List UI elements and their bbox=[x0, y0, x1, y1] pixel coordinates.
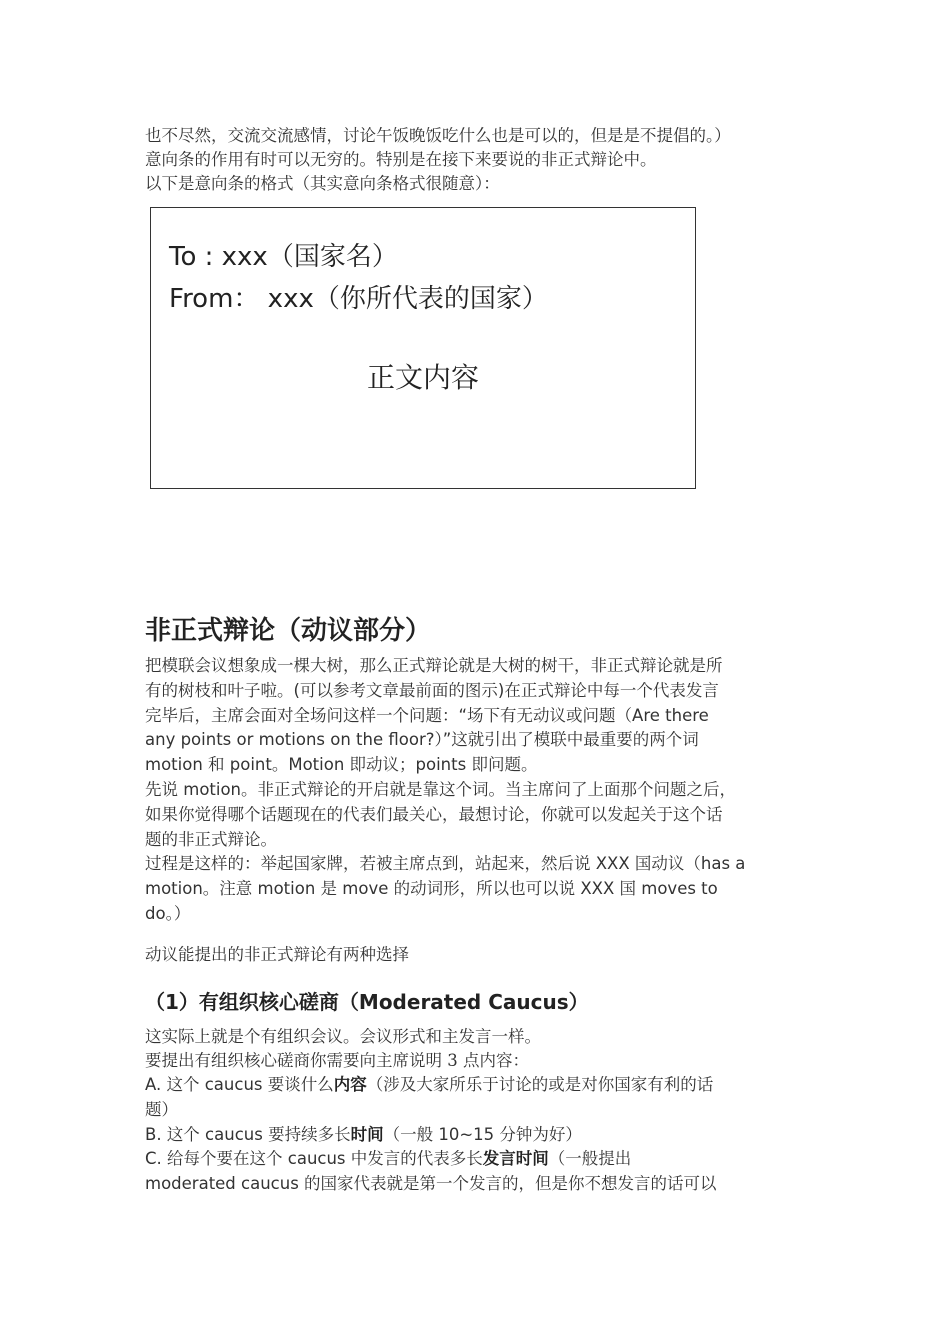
item-b-bold: 时间 bbox=[350, 1124, 384, 1144]
figure-from-line: From： xxx（你所代表的国家） bbox=[169, 284, 548, 314]
paragraph-line: any points or motions on the floor?）”这就引出了模联中最重要的两个词 bbox=[145, 730, 699, 750]
intro-paragraph bbox=[145, 124, 815, 196]
item-c-text-post: （一般提出 bbox=[548, 1149, 632, 1169]
paragraph-line: 完毕后，主席会面对全场问这样一个问题：“场下有无动议或问题（Are there bbox=[145, 705, 709, 725]
item-a-text-post: （涉及大家所乐于讨论的或是对你国家有利的话 bbox=[366, 1075, 714, 1094]
paragraph-line: moderated caucus 的国家代表就是第一个发言的，但是你不想发言的话可以 bbox=[145, 1174, 717, 1194]
options-intro bbox=[145, 943, 815, 967]
paragraph-line: 有的树枝和叶子啦。(可以参考文章最前面的图示)在正式辩论中每一个代表发言 bbox=[145, 680, 719, 700]
paragraph-line: 动议能提出的非正式辩论有两种选择 bbox=[145, 945, 409, 964]
intro-line: 以下是意向条的格式（其实意向条格式很随意）： bbox=[145, 174, 500, 193]
figure-body-text: 正文内容 bbox=[366, 361, 479, 394]
paragraph-line: 要提出有组织核心磋商你需要向主席说明 3 点内容： bbox=[145, 1051, 529, 1070]
intro-line: 也不尽然，交流交流感情，讨论午饭晚饭吃什么也是可以的，但是是不提倡的。） bbox=[145, 126, 731, 145]
paragraph-line: 先说 motion。非正式辩论的开启就是靠这个词。当主席问了上面那个问题之后， bbox=[145, 779, 737, 799]
item-c-bold: 发言时间 bbox=[482, 1149, 549, 1169]
section-heading: 非正式辩论（动议部分） bbox=[145, 616, 432, 646]
paragraph-line: 这实际上就是个有组织会议。会议形式和主发言一样。 bbox=[145, 1027, 541, 1046]
subsection-heading: （1）有组织核心磋商（Moderated Caucus） bbox=[145, 990, 589, 1014]
item-c-text: C. 给每个要在这个 caucus 中发言的代表多长 bbox=[145, 1149, 483, 1169]
list-item-a bbox=[145, 1073, 815, 1098]
item-b-text: B. 这个 caucus 要持续多长 bbox=[145, 1124, 351, 1144]
paragraph-line: motion 和 point。Motion 即动议；points 即问题。 bbox=[145, 755, 538, 775]
paragraph-line: 如果你觉得哪个话题现在的代表们最关心，最想讨论，你就可以发起关于这个话 bbox=[145, 804, 723, 824]
item-a-text: A. 这个 caucus 要谈什么 bbox=[145, 1075, 334, 1094]
paragraph-line: do。） bbox=[145, 903, 191, 923]
paragraph-line: 过程是这样的：举起国家牌，若被主席点到，站起来，然后说 XXX 国动议（has a bbox=[145, 854, 746, 874]
subsection-paragraph bbox=[145, 1025, 815, 1197]
item-a-bold: 内容 bbox=[333, 1075, 367, 1094]
list-item-c bbox=[145, 1147, 815, 1172]
paragraph-line: 题） bbox=[145, 1099, 178, 1119]
figure-to-line: To : xxx（国家名） bbox=[169, 242, 398, 272]
paragraph-line: 把模联会议想象成一棵大树，那么正式辩论就是大树的树干，非正式辩论就是所 bbox=[145, 656, 723, 675]
paragraph-line: motion。注意 motion 是 move 的动词形，所以也可以说 XXX 国 moves to bbox=[145, 879, 718, 899]
intro-line: 意向条的作用有时可以无穷的。特别是在接下来要说的非正式辩论中。 bbox=[145, 150, 657, 169]
paragraph-line: 题的非正式辩论。 bbox=[145, 829, 277, 849]
section-paragraph bbox=[145, 654, 815, 927]
list-item-b bbox=[145, 1123, 815, 1148]
note-format-figure bbox=[150, 207, 696, 489]
item-b-text-post: （一般 10~15 分钟为好） bbox=[383, 1124, 582, 1144]
